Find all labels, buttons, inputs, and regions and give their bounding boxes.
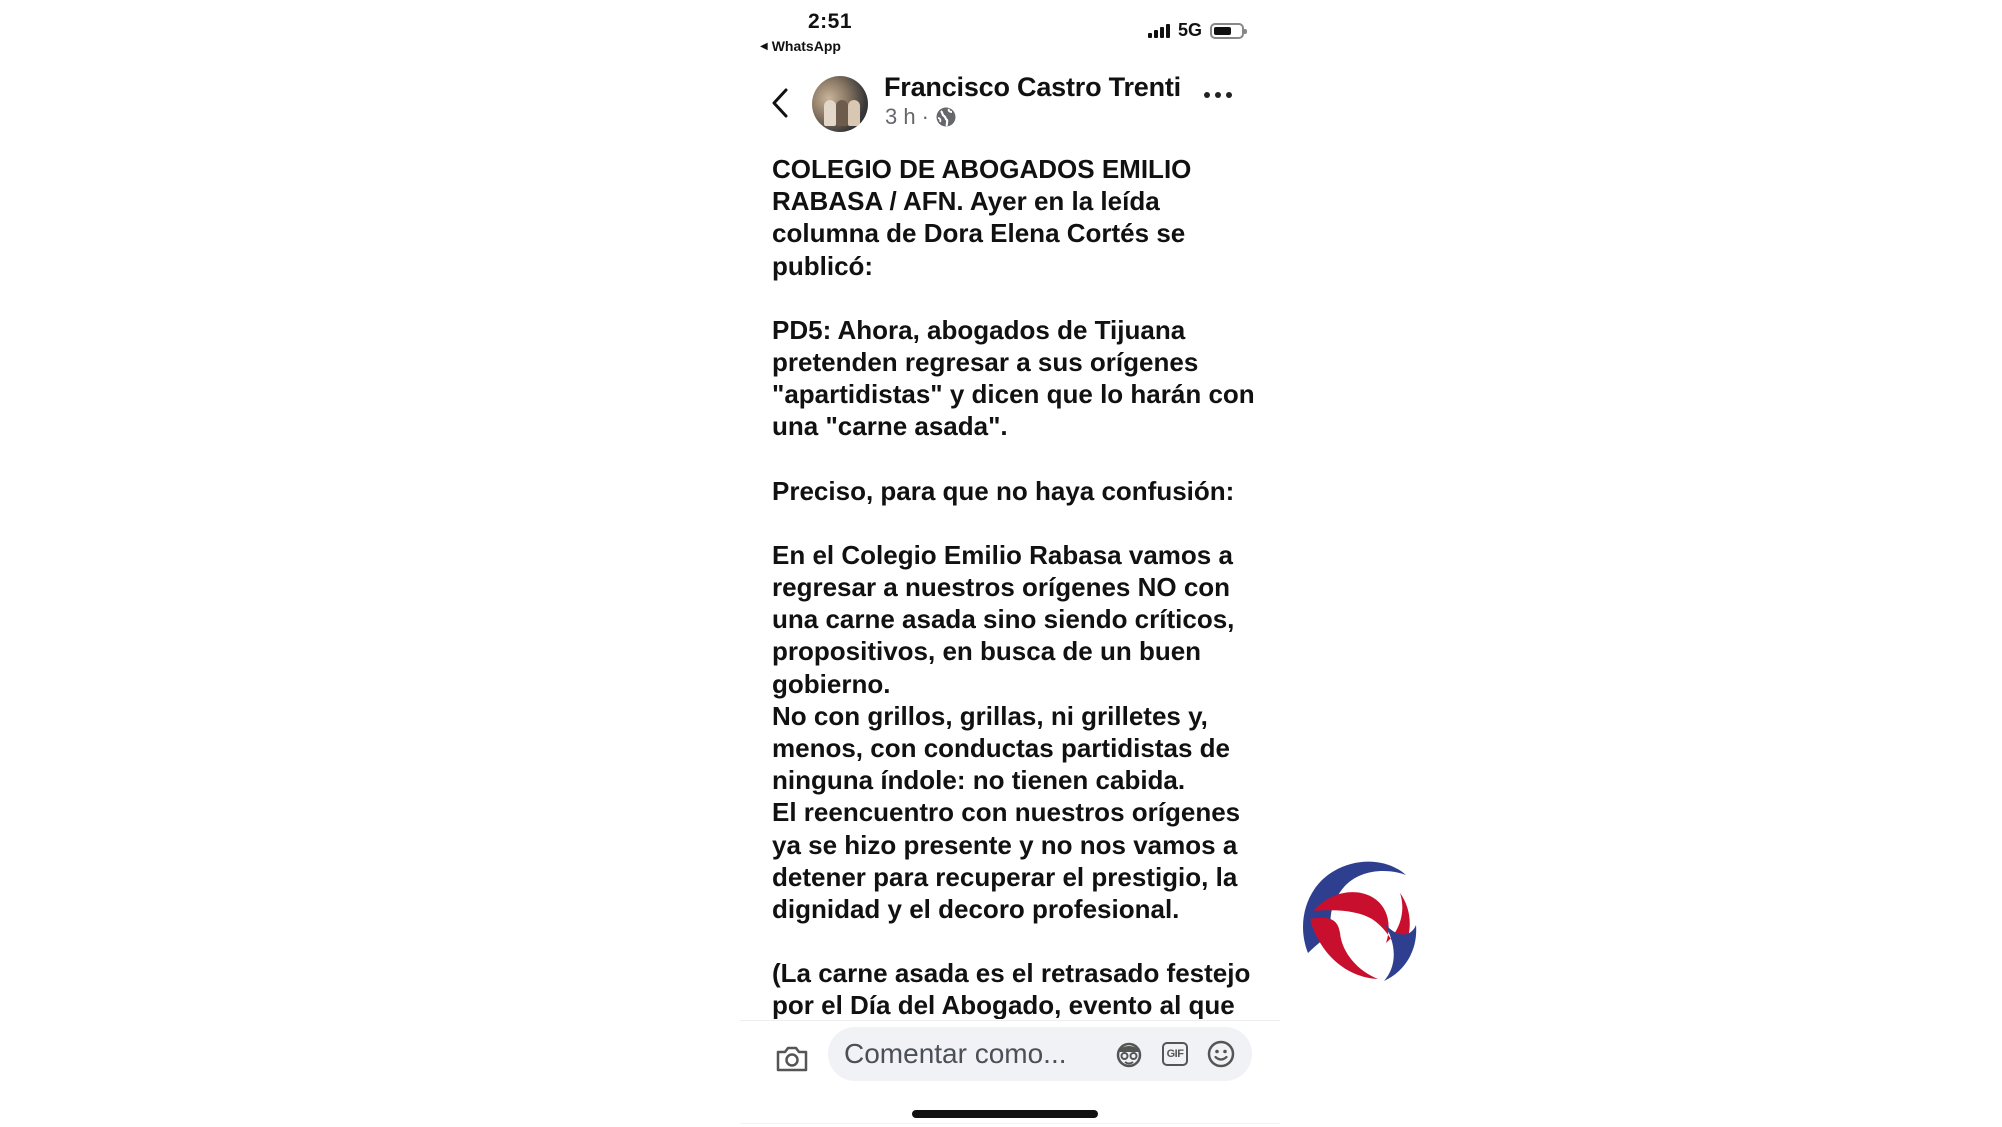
signal-icon — [1148, 24, 1170, 38]
post-paragraph: En el Colegio Emilio Rabasa vamos a regresar a nuestros orígenes NO con una carne asada sino siendo críticos, propositivos, en busca de un buen gobierno. No con grillos, grillas, ni grilletes y, menos, con conductas partidistas de ninguna índole: no tienen cabida. El reencuentro con nuestros orígenes ya se hizo presente y no nos vamos a detener para recuperar el prestigio, la dignidad y el decoro profesional. — [772, 539, 1241, 925]
meta-separator: · — [921, 104, 929, 129]
emoji-button[interactable] — [1204, 1038, 1238, 1070]
gif-icon: GIF — [1162, 1042, 1188, 1066]
post-age: 3 h — [885, 104, 916, 129]
status-time: 2:51 — [808, 10, 853, 33]
brand-logo — [1288, 853, 1424, 989]
post-paragraph: Preciso, para que no haya confusión: — [772, 475, 1235, 506]
camera-icon — [774, 1043, 810, 1075]
battery-icon — [1210, 23, 1244, 39]
more-options-button[interactable] — [1204, 92, 1232, 98]
post-paragraph: COLEGIO DE ABOGADOS EMILIO RABASA / AFN. Ayer en la leída columna de Dora Elena Cortés se publicó: — [772, 154, 1192, 281]
back-button[interactable] — [766, 86, 794, 120]
post-paragraph: (La carne asada es el retrasado festejo por el Día del Abogado, evento al que — [772, 958, 1251, 1019]
avatar-sticker-icon — [1114, 1039, 1144, 1069]
comment-placeholder: Comentar como... — [844, 1038, 1067, 1069]
back-app-label: WhatsApp — [771, 38, 841, 54]
avatar-sticker-button[interactable] — [1112, 1038, 1146, 1070]
comment-tools — [1112, 1038, 1238, 1070]
chevron-left-icon — [766, 86, 794, 120]
battery-level — [1214, 27, 1231, 35]
status-indicators — [1148, 20, 1244, 41]
author-name[interactable]: Francisco Castro Trenti — [884, 72, 1181, 102]
post-paragraph: PD5: Ahora, abogados de Tijuana pretenden regresar a sus orígenes "apartidistas" y dicen que lo harán con una "carne asada". — [772, 314, 1255, 442]
phone-screen — [740, 0, 1280, 1127]
avatar[interactable] — [812, 76, 868, 132]
back-to-app-link[interactable] — [760, 38, 841, 54]
globe-icon — [935, 106, 957, 128]
bottom-divider — [740, 1123, 1280, 1124]
emoji-icon — [1206, 1039, 1236, 1069]
post-text — [772, 153, 1272, 1019]
home-indicator[interactable] — [912, 1110, 1098, 1118]
network-label: 5G — [1177, 20, 1202, 40]
camera-button[interactable] — [774, 1043, 810, 1075]
comment-input[interactable] — [828, 1027, 1252, 1081]
post-meta — [885, 104, 957, 130]
back-triangle-icon: ◀ — [760, 40, 768, 52]
comment-bar — [740, 1020, 1280, 1081]
more-options-icon — [1204, 92, 1210, 98]
gif-button[interactable] — [1158, 1038, 1192, 1070]
